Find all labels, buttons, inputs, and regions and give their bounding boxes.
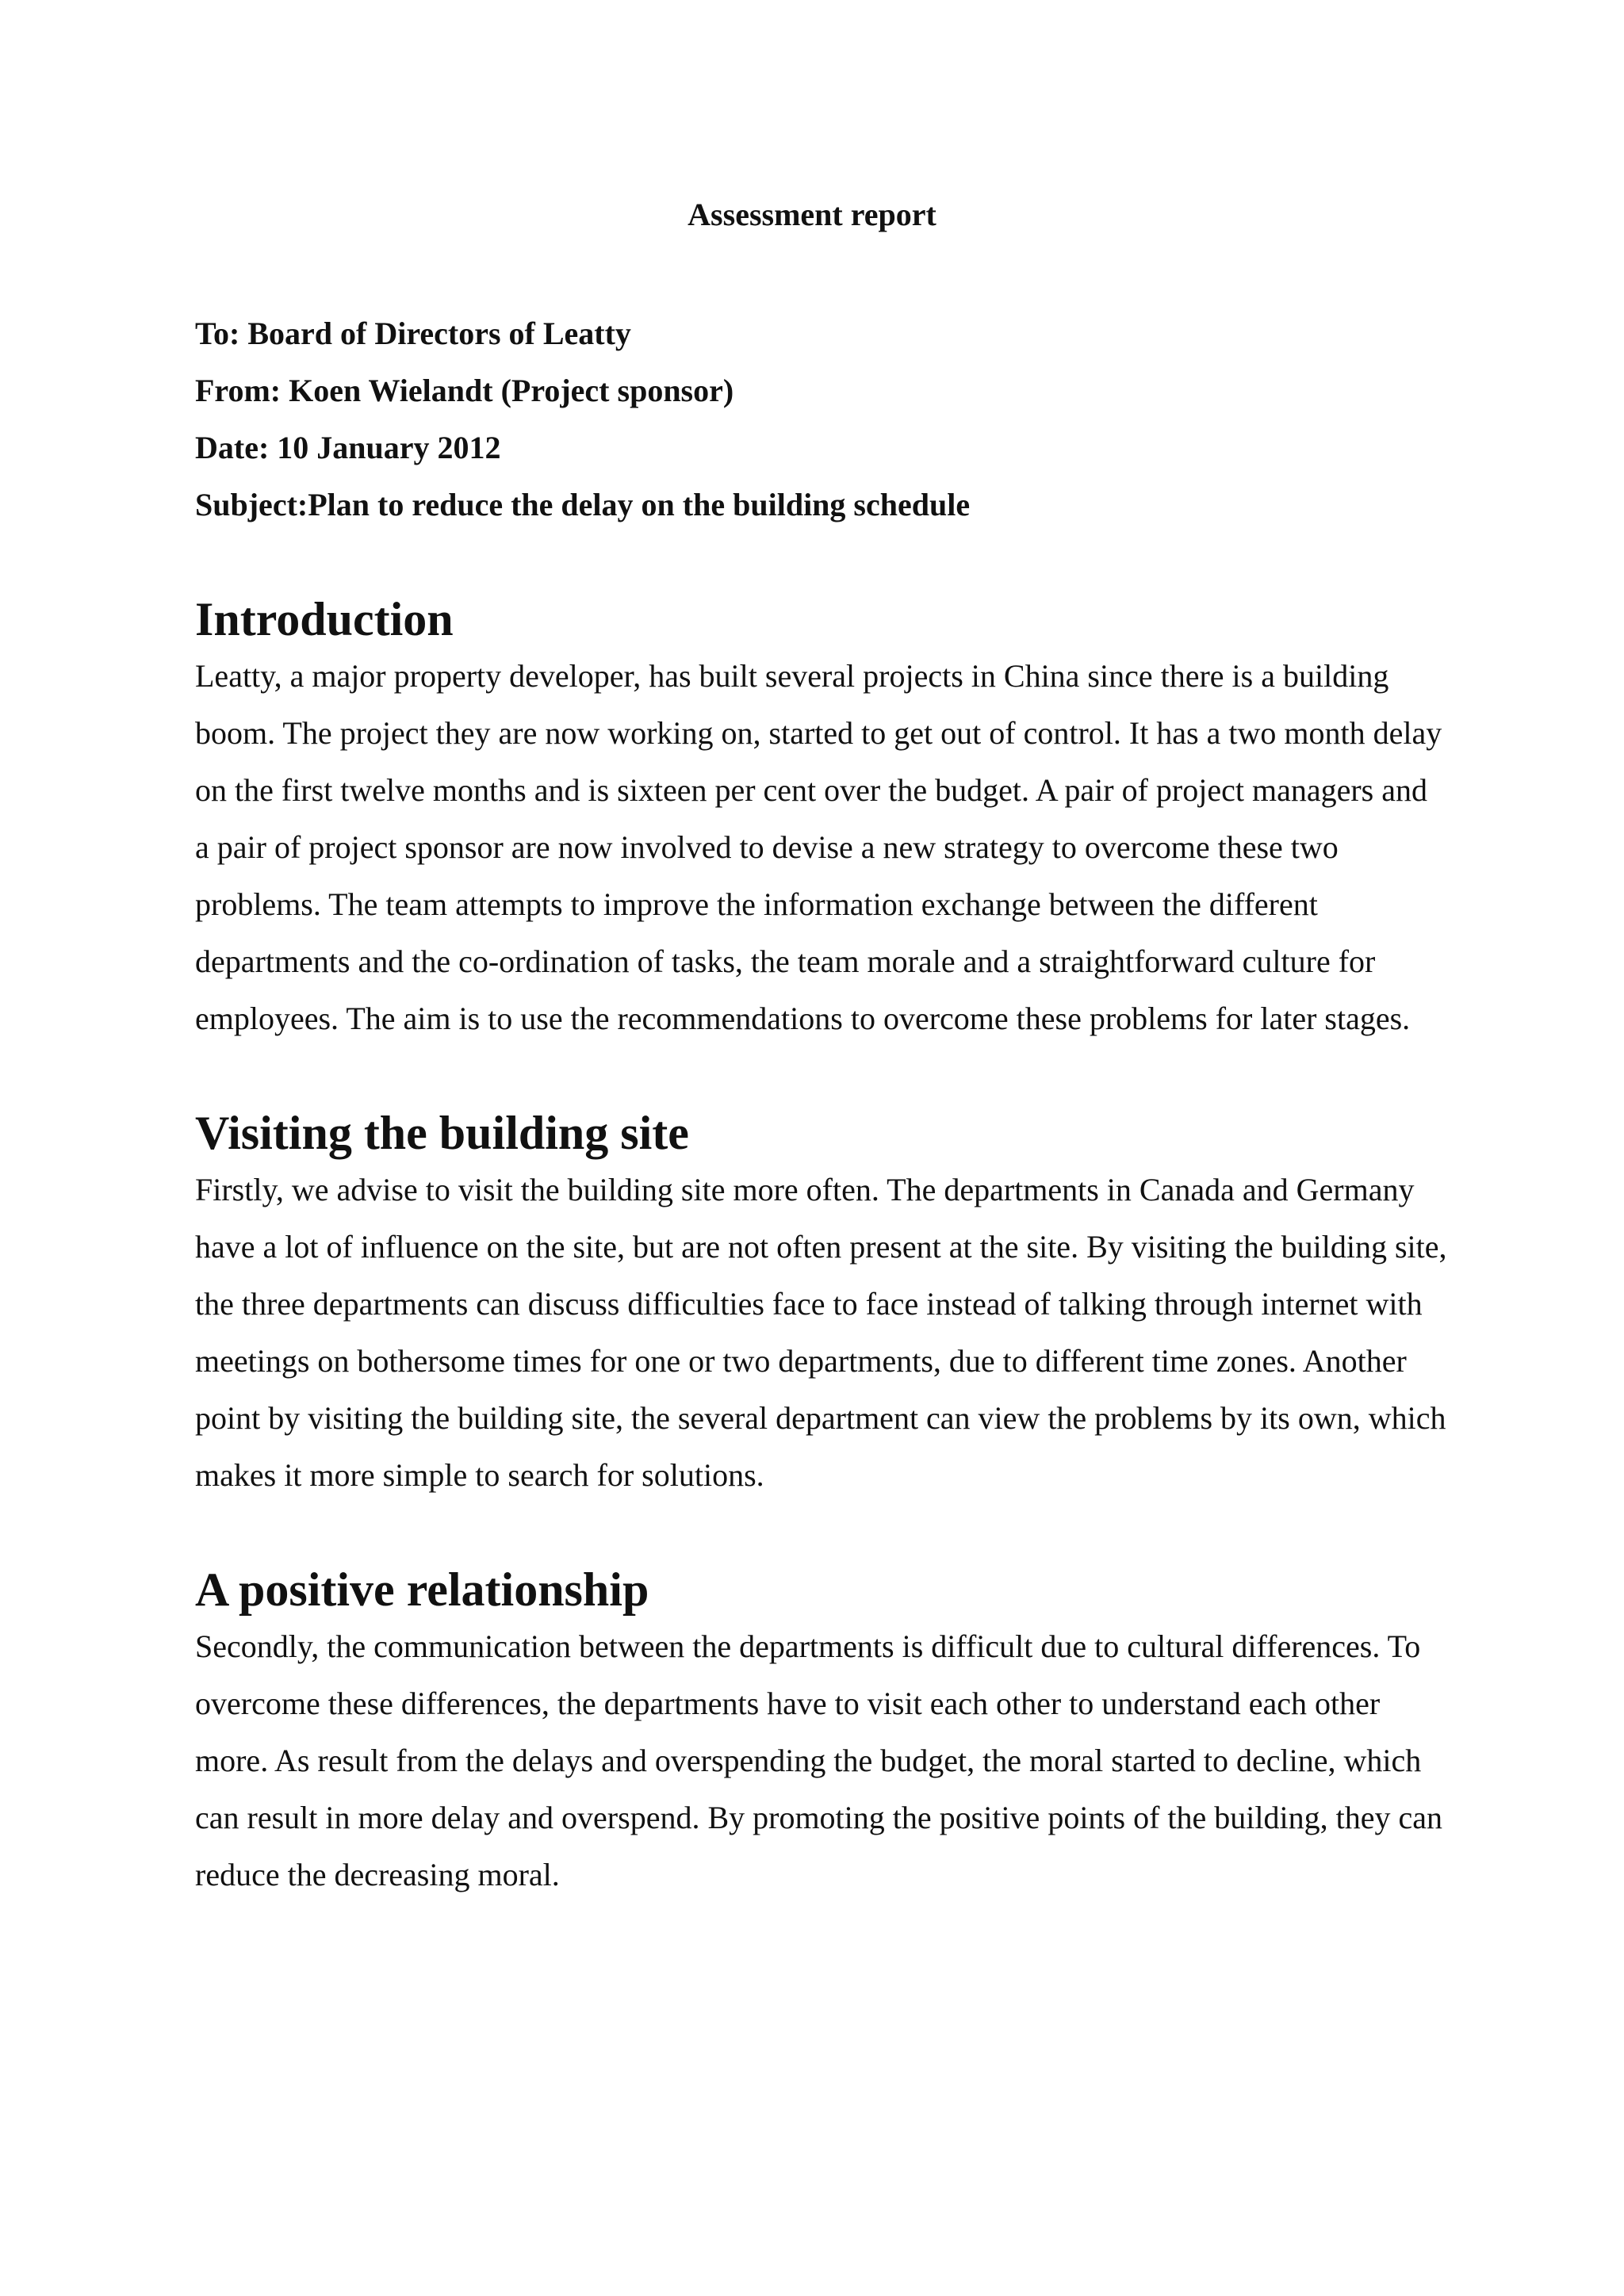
section-body: Firstly, we advise to visit the building site more often. The departments in Canada and Germany have a lot of influence on the site, but are not often present at the site. By visiting the building site, the three departments can discuss difficulties face to face instead of talking through internet with meetings on bothersome times for one or two departments, due to different time zones. Another point by visiting the building site, the several department can view the problems by its own, which makes it more simple to search for solutions. (195, 1172, 1447, 1493)
memo-header (195, 305, 1448, 534)
spacer (195, 1047, 1448, 1104)
memo-date: Date: 10 January 2012 (195, 430, 501, 465)
document-content (195, 305, 1448, 1904)
section-positive-relationship (195, 1561, 1448, 1904)
spacer (195, 534, 1448, 591)
memo-subject: Subject:Plan to reduce the delay on the building schedule (195, 487, 971, 522)
document-title: Assessment report (688, 197, 936, 232)
memo-from: From: Koen Wielandt (Project sponsor) (195, 373, 734, 408)
memo-to: To: Board of Directors of Leatty (195, 316, 631, 351)
section-introduction (195, 591, 1448, 1047)
section-body: Leatty, a major property developer, has built several projects in China since there is a building boom. The project they are now working on, started to get out of control. It has a two month delay on the first twelve months and is sixteen per cent over the budget. A pair of project managers and a pair of project sponsor are now involved to devise a new strategy to overcome these two problems. The team attempts to improve the information exchange between the different departments and the co-ordination of tasks, the team morale and a straightforward culture for employees. The aim is to use the recommendations to overcome these problems for later stages. (195, 658, 1442, 1036)
section-heading: Visiting the building site (195, 1107, 689, 1159)
spacer (195, 1504, 1448, 1561)
section-heading: Introduction (195, 593, 454, 645)
section-visiting-site (195, 1104, 1448, 1504)
section-body: Secondly, the communication between the departments is difficult due to cultural differences. To overcome these differences, the departments have to visit each other to understand each other more. As result from the delays and overspending the budget, the moral started to decline, which can result in more delay and overspend. By promoting the positive points of the building, they can reduce the decreasing moral. (195, 1628, 1443, 1892)
section-heading: A positive relationship (195, 1563, 649, 1616)
